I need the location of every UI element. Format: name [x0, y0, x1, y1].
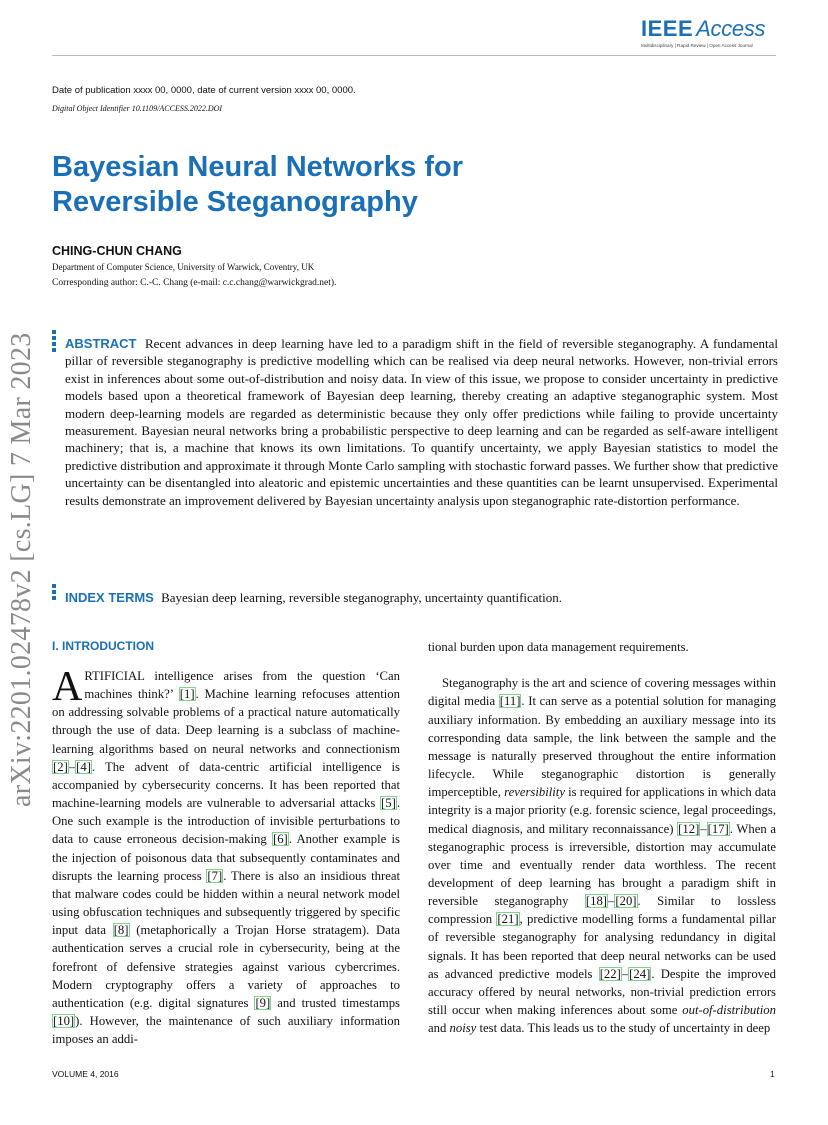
- author-name: CHING-CHUN CHANG: [52, 244, 182, 258]
- emphasis-text: noisy: [449, 1021, 477, 1036]
- text-run: , predictive modelling forms a fundamental pillar of reversible steganography for analysing redundancy in digital signals. It has been reported that deep neural networks can be used as advanced predictive models: [428, 912, 776, 981]
- journal-logo: [641, 17, 771, 48]
- text-run: is required for applications in which data integrity is a major priority (e.g. forensic science, legal proceedings, medical diagnosis, and military reconnaissance): [428, 785, 776, 836]
- citation-link[interactable]: [2]: [53, 759, 68, 774]
- text-run: –: [621, 966, 629, 981]
- citation-link[interactable]: [17]: [707, 821, 729, 836]
- citation-link[interactable]: [21]: [497, 912, 519, 927]
- paper-title: [52, 150, 572, 220]
- text-run: . One such example is the introduction of invisible perturbations to data to cause erroneous decision-making: [52, 796, 400, 847]
- intro-paragraph-2: [428, 674, 776, 1037]
- text-run: (metaphorically a Trojan Horse stratagem). Data authentication serves a crucial role in cybersecurity, being at the forefront of defensive strategies against various cybercrimes. Modern cryptography offers a variety of approaches to authentication (e.g. digital signatures: [52, 923, 401, 1010]
- publication-date: Date of publication xxxx 00, 0000, date of current version xxxx 00, 0000.: [52, 85, 356, 96]
- text-run: . The advent of data-centric artificial intelligence is accompanied by cybersecurity concerns. It has been reported that machine-learning models are vulnerable to adversarial attacks: [52, 759, 400, 811]
- emphasis-text: reversibility: [504, 785, 565, 800]
- header-divider: [52, 55, 776, 56]
- abstract-marker: [52, 330, 58, 354]
- text-run: –: [608, 894, 615, 909]
- abstract-label: ABSTRACT: [65, 336, 137, 351]
- index-terms-label: INDEX TERMS: [65, 590, 154, 605]
- citation-link[interactable]: [7]: [207, 868, 223, 883]
- citation-link[interactable]: [9]: [255, 995, 271, 1010]
- citation-link[interactable]: [12]: [678, 821, 700, 836]
- citation-link[interactable]: [11]: [499, 694, 521, 709]
- right-column: [428, 638, 776, 1037]
- logo-ieee: IEEE: [641, 16, 694, 41]
- title-line-1: Bayesian Neural Networks for: [52, 151, 463, 183]
- corresponding-author: Corresponding author: C.-C. Chang (e-mail: c.c.chang@warwickgrad.net).: [52, 278, 337, 288]
- text-run: . When a steganographic process is irreversible, distortion may accumulate over time and eventually render data worthless. The recent development of deep learning has brought a paradigm shift in reversible steganography: [428, 821, 777, 909]
- text-run: . There is also an insidious threat that malware codes could be hidden within a neural network model using obfuscation techniques and subsequently triggered by specific input data: [52, 868, 400, 938]
- title-line-2: Reversible Steganography: [52, 186, 418, 218]
- author-affiliation: Department of Computer Science, University of Warwick, Coventry, UK: [52, 262, 315, 272]
- emphasis-text: out-of-distribution: [682, 1003, 776, 1018]
- footer-volume: VOLUME 4, 2016: [52, 1069, 119, 1079]
- section-heading: I. INTRODUCTION: [52, 639, 154, 653]
- text-run: and trusted timestamps: [271, 995, 400, 1010]
- text-run: –: [700, 821, 707, 836]
- logo-access: Access: [696, 16, 766, 41]
- text-run: test data. This leads us to the study of uncertainty in deep: [476, 1021, 771, 1036]
- citation-link[interactable]: [10]: [53, 1013, 75, 1028]
- text-run: . Similar to lossless compression: [428, 894, 776, 927]
- index-terms: [65, 589, 778, 606]
- citation-link[interactable]: [20]: [615, 894, 637, 909]
- left-column: [52, 638, 400, 1048]
- citation-link[interactable]: [22]: [599, 966, 621, 981]
- index-terms-text: Bayesian deep learning, reversible steganography, uncertainty quantification.: [161, 590, 563, 605]
- citation-link[interactable]: [18]: [585, 894, 608, 909]
- text-run: RTIFICIAL intelligence arises from the question ‘Can machines think?’: [84, 669, 400, 702]
- citation-link[interactable]: [8]: [113, 923, 129, 938]
- text-run: . Despite the improved accuracy offered by neural networks, non-trivial prediction errors still occur when making inferences about some: [428, 966, 776, 1018]
- drop-cap: A: [52, 664, 83, 710]
- page-number: 1: [770, 1069, 775, 1079]
- text-run: and: [428, 1021, 450, 1036]
- citation-link[interactable]: [24]: [629, 966, 651, 981]
- intro-paragraph-1-continued: tional burden upon data management requirements.: [428, 640, 689, 654]
- text-run: Steganography is the art and science of covering messages within digital media: [428, 676, 776, 709]
- index-terms-marker: [52, 584, 58, 602]
- arxiv-stamp: arXiv:2201.02478v2 [cs.LG] 7 Mar 2023: [6, 332, 37, 807]
- logo-tagline: Multidisciplinary | Rapid Review | Open Access Journal: [641, 43, 753, 48]
- abstract-text: Recent advances in deep learning have led to a paradigm shift in the field of reversible steganography. A fundamental pillar of reversible steganography is predictive modelling which can be realised via deep neural networks. However, non-trivial errors exist in inferences about some out-of-distribution and noisy data. In view of this issue, we propose to consider uncertainty in predictive models based upon a theoretical framework of Bayesian deep learning, thereby creating an adaptive steganographic system. Most modern deep-learning models are regarded as deterministic because they only offer predictions while failing to provide uncertainty measurement. Bayesian neural networks bring a probabilistic perspective to deep learning and can be regarded as self-aware intelligent machinery; that is, a machine that knows its own limitations. To quantify uncertainty, we apply Bayesian statistics to model the predictive distribution and approximate it through Monte Carlo sampling with stochastic forward passes. We further show that predictive uncertainty can be disentangled into aleatoric and epistemic uncertainties and these quantities can be learnt unsupervised. Experimental results demonstrate an improvement delivered by Bayesian uncertainty analysis upon steganographic rate-distortion performance.: [65, 336, 779, 508]
- citation-link[interactable]: [6]: [272, 832, 288, 847]
- text-run: . Another example is the injection of poisonous data that subsequently contaminates and disrupts the learning process: [52, 832, 400, 883]
- citation-link[interactable]: [1]: [179, 687, 195, 702]
- intro-paragraph-1: [52, 664, 401, 1048]
- text-run: . Machine learning refocuses attention on addressing solvable problems of a practical nature automatically through the use of data. Deep learning is a subclass of machine-learning algorithms based on neural networks and connectionism: [52, 687, 400, 756]
- doi: Digital Object Identifier 10.1109/ACCESS.2022.DOI: [52, 104, 223, 113]
- citation-link[interactable]: [4]: [76, 759, 91, 774]
- text-run: . It can serve as a potential solution for managing auxiliary information. By embedding an auxiliary message into its corresponding data sample, the link between the sample and the message is naturally preserved throughout the entire information lifecycle. While steganographic distortion is generally imperceptible,: [428, 694, 776, 800]
- text-run: –: [68, 759, 76, 774]
- abstract: [65, 335, 778, 509]
- citation-link[interactable]: [5]: [381, 796, 396, 811]
- text-run: ). However, the maintenance of such auxiliary information imposes an addi-: [52, 1013, 400, 1047]
